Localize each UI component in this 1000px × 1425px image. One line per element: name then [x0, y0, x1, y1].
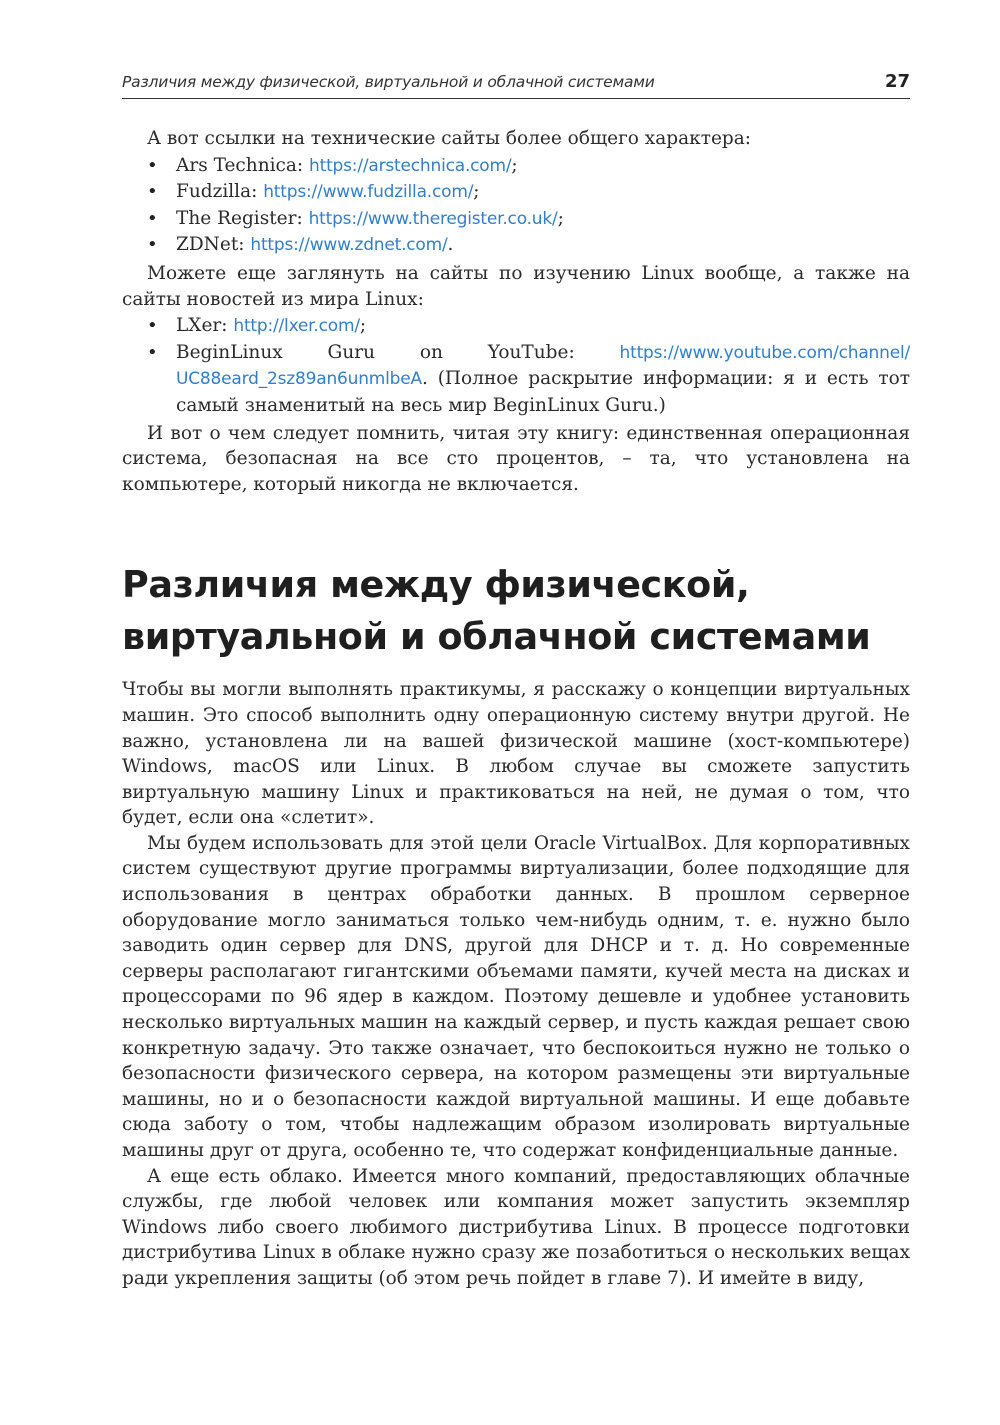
page-body — [122, 126, 910, 1292]
section-paragraph: Мы будем использовать для этой цели Oracle VirtualBox. Для корпоративных систем существуют другие программы виртуализации, более подходящие для использования в центрах обработки данных. В прошлом серверное оборудование могло заниматься только чем-нибудь одним, т. е. нужно было заводить один сервер для DNS, другой для DHCP и т. д. Но современные серверы располагают гигантскими объемами памяти, кучей места на дисках и процессорами по 96 ядер в каждом. Поэтому дешевле и удобнее установить несколько виртуальных машин на каждый сервер, и пусть каждая решает свою конкретную задачу. Это также означает, что беспокоиться нужно не только о безопасности физического сервера, на котором размещены эти виртуальные машины, но и о безопасности каждой виртуальной машины. И еще добавьте сюда заботу о том, чтобы надлежащим образом изолировать виртуальные машины друг от друга, особенно те, что содержат конфиденциальные данные. — [122, 832, 910, 1161]
site-link[interactable]: https://www.youtube.com/channel/ UC88eard_2sz89an6unmlbeA — [176, 342, 910, 390]
running-header — [122, 68, 910, 99]
item-suffix: ; — [359, 315, 367, 337]
list-item — [122, 313, 910, 340]
closing-paragraph: И вот о чем следует помнить, читая эту книгу: единственная операционная система, безопасная на все сто процентов, – та, что установлена на компьютере, который никогда не включается. — [122, 422, 910, 495]
general-sites-list — [122, 153, 910, 259]
item-suffix: ; — [557, 207, 564, 229]
item-suffix: ; — [473, 181, 480, 203]
site-link[interactable]: https://www.theregister.co.uk/ — [308, 208, 558, 229]
section-title-line-1: Различия между физической, — [122, 563, 750, 607]
item-suffix: ; — [511, 154, 518, 176]
book-page — [122, 68, 910, 1292]
site-name: Fudzilla: — [176, 181, 264, 203]
list-item — [122, 179, 910, 206]
linux-sites-list — [122, 313, 910, 418]
page-number: 27 — [884, 71, 910, 92]
list-item — [122, 232, 910, 259]
running-title: Различия между физической, виртуальной и облачной системами — [122, 73, 655, 91]
links-intro: А вот ссылки на технические сайты более общего характера: — [147, 128, 751, 149]
section-paragraph: Чтобы вы могли выполнять практикумы, я расскажу о концепции виртуальных машин. Это способ выполнить одну операционную систему внутри другой. Не важно, установлена ли на вашей физической машине (хост-компьютере) Windows, macOS или Linux. В любом случае вы сможете запустить виртуальную машину Linux и практиковаться на ней, не думая о том, что будет, если она «слетит». — [122, 679, 910, 829]
section-paragraph: А еще есть облако. Имеется много компаний, предоставляющих облачные службы, где любой человек или компания может запустить экземпляр Windows либо своего любимого дистрибутива Linux. В процессе подготовки дистрибутива Linux в облаке нужно сразу же позаботиться о нескольких вещах ради укрепления защиты (об этом речь пойдет в главе 7). И имейте в виду, — [122, 1165, 910, 1289]
site-name: Ars Technica: — [176, 154, 310, 176]
site-name: LXer: — [176, 315, 234, 337]
list-item — [122, 340, 910, 419]
site-name: BeginLinux Guru on YouTube: — [176, 341, 620, 363]
linux-intro: Можете еще заглянуть на сайты по изучению Linux вообще, а также на сайты новостей из мира Linux: — [122, 262, 910, 310]
site-link[interactable]: https://www.zdnet.com/ — [250, 235, 448, 256]
item-suffix: . — [447, 234, 454, 256]
site-link[interactable]: http://lxer.com/ — [233, 316, 360, 337]
site-name: ZDNet: — [176, 234, 251, 256]
item-suffix: . (Полное раскрытие информации: я и есть тот самый знаменитый на весь мир BeginLinux Guru.) — [176, 368, 910, 416]
section-title-line-2: виртуальной и облачной системами — [122, 615, 871, 659]
section-title — [122, 559, 910, 663]
list-item — [122, 206, 910, 233]
list-item — [122, 153, 910, 180]
site-name: The Register: — [176, 207, 309, 229]
site-link[interactable]: https://arstechnica.com/ — [309, 155, 512, 176]
site-link[interactable]: https://www.fudzilla.com/ — [263, 182, 474, 203]
